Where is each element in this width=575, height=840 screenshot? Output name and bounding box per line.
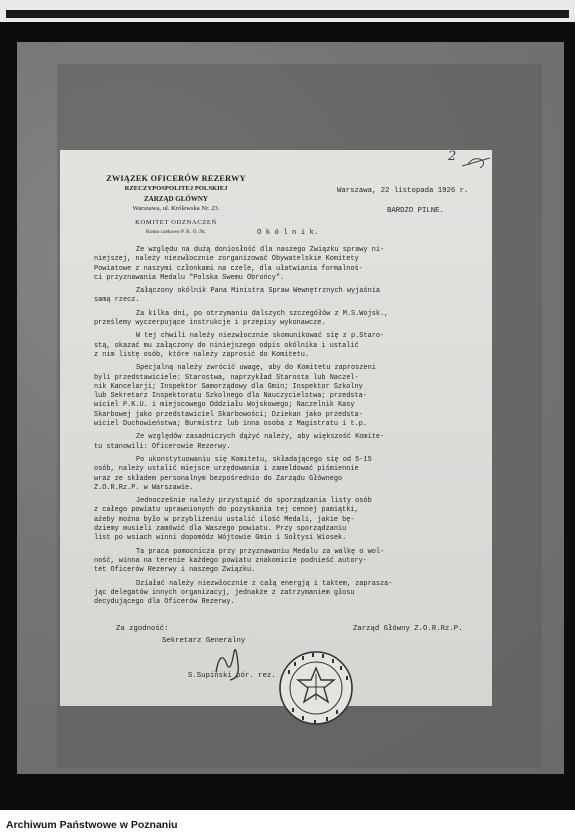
date-line: Warszawa, 22 listopada 1926 r. bbox=[337, 187, 469, 195]
body-line: Po ukonstytuowaniu się Komitetu, składającego się od 5-15 bbox=[136, 455, 372, 464]
body-line: Skarbowej jako przedstawiciel Skarbowości; Dziekan jako przedsta- bbox=[94, 410, 363, 419]
document-page bbox=[60, 150, 492, 706]
body-line: Ze względów zasadniczych dążyć należy, aby większość Komite- bbox=[136, 433, 385, 442]
body-line: Działać należy niezwłocznie z całą energją i taktem, zapraszа- bbox=[136, 579, 393, 588]
body-line: Ta praca pomocnicza przy przyznawaniu Medalu za walkę o wol- bbox=[136, 547, 385, 556]
account-number: Konto czekowe P. K. O. Nr. bbox=[145, 229, 207, 235]
film-strip-edge bbox=[0, 0, 575, 22]
body-line: wiciel Duchowieństwa; Burmistrz lub inna osoba z Magistratu i t.p. bbox=[94, 420, 367, 429]
body-line: Za kilka dni, po otrzymaniu dalszych szczegółów z M.S.Wojsk., bbox=[136, 309, 389, 318]
body-line: byli przedstawiciele: Starostwa, naprzykład Starosta lub Naczel- bbox=[94, 373, 359, 382]
body-line: osób, należy ustalić miejsce urzędowania i zameldować piśmiennie bbox=[94, 465, 359, 474]
handwritten-scribble bbox=[452, 152, 492, 172]
document-title: O k ó l n i k. bbox=[257, 229, 319, 237]
body-line: stą, okazać mu załączony do niniejszego odpis okólnika i ustalić bbox=[94, 341, 359, 350]
body-line: wraz ze składem personalnym bezpośrednio do Zarządu Głównego bbox=[94, 474, 343, 483]
body-line: prześlemy wyczerpujące instrukcje i przepisy wykonawcze. bbox=[94, 319, 326, 328]
closing-left-label: Za zgodność: bbox=[116, 625, 169, 633]
body-line: W tej chwili należy niezwłocznie skomunikować się z p.Staro- bbox=[136, 332, 385, 341]
body-line: ażeby można było w przybliżeniu ustalić ilość Medali, jakie bę- bbox=[94, 515, 355, 524]
body-line: jąc delegatów innych organizacyj, jednakże z zatrzymaniem głosu bbox=[94, 588, 355, 597]
body-line: nik Kancelarji; Inspektor Samorządowy dla Gmin; Inspektor Szkolny bbox=[94, 382, 363, 391]
body-line: Specjalną należy zwrócić uwagę, aby do Komitetu zaproszeni bbox=[136, 364, 376, 373]
secretary-title: Sekretarz Generalny bbox=[162, 637, 246, 645]
org-board: ZARZĄD GŁÓWNY bbox=[144, 195, 208, 203]
body-line: dziemy musieli zamówić dla Waszego powiatu. Przy sporządzaniu bbox=[94, 525, 347, 534]
body-line: Załączony okólnik Pana Ministra Spraw Wewnętrznych wyjaśnia bbox=[136, 287, 380, 296]
body-line: samą rzecz. bbox=[94, 296, 140, 305]
body-line: decydującego dla Oficerów Rezerwy. bbox=[94, 598, 235, 607]
signer-name: S.Supiński pór. rez. bbox=[188, 672, 276, 680]
handwritten-signature bbox=[210, 642, 246, 682]
body-line: tu stanowili: Oficerowie Rezerwy. bbox=[94, 442, 231, 451]
archive-footer bbox=[0, 810, 575, 840]
org-name: ZWIĄZEK OFICERÓW REZERWY bbox=[106, 174, 246, 183]
body-line: lub Sekretarz Inspektoratu Szkolnego dla Nauczycielstwa; przedsta- bbox=[94, 392, 367, 401]
urgent-label: BARDZO PILNE. bbox=[387, 207, 444, 215]
body-line: wiciel P.K.U. i miejscowego Oddziału Wojskowego; Naczelnik Kasy bbox=[94, 401, 355, 410]
archive-label: Archiwum Państwowe w Poznaniu bbox=[6, 819, 178, 831]
body-line: Powiatowe z naszymi członkami na czele, dla ułatwiania formalnoś- bbox=[94, 264, 363, 273]
body-line: z całego powiatu uprawnionych do pozyskania tej cennej pamiątki, bbox=[94, 506, 359, 515]
page-number: 2 bbox=[448, 149, 457, 164]
org-country: RZECZYPOSPOLITEJ POLSKIEJ bbox=[124, 185, 228, 192]
body-line: tet Oficerów Rezerwy i naszego Związku. bbox=[94, 566, 256, 575]
org-address: Warszawa, ul. Królewska Nr. 23. bbox=[132, 205, 220, 212]
body-line: niejszej, należy niezwłocznie zorganizować Obywatelskie Komitety bbox=[94, 255, 359, 264]
body-line: Jednocześnie należy przystąpić do sporządzania listy osób bbox=[136, 497, 372, 506]
body-line: list po wsiach winni dopomódz Wójtowie Gmin i Sołtysi Wiosek. bbox=[94, 534, 347, 543]
closing-right-label: Zarząd Główny Z.O.R.Rz.P. bbox=[353, 625, 463, 633]
body-line: Z.O.R.Rz.P. w Warszawie. bbox=[94, 483, 194, 492]
official-stamp bbox=[278, 650, 354, 726]
body-line: ci przyznawania Medalu "Polska Swemu Obrońcy". bbox=[94, 273, 285, 282]
body-line: z nim listę osób, które należy zaprosić do Komitetu. bbox=[94, 350, 310, 359]
document-body bbox=[94, 246, 484, 607]
body-line: Ze względu na dużą doniosłość dla naszego Związku sprawy ni- bbox=[136, 246, 385, 254]
committee-name: KOMITET ODZNACZEŃ bbox=[135, 219, 217, 226]
body-line: ność, winna na terenie każdego powiatu znakomicie podnieść autory- bbox=[94, 556, 367, 565]
